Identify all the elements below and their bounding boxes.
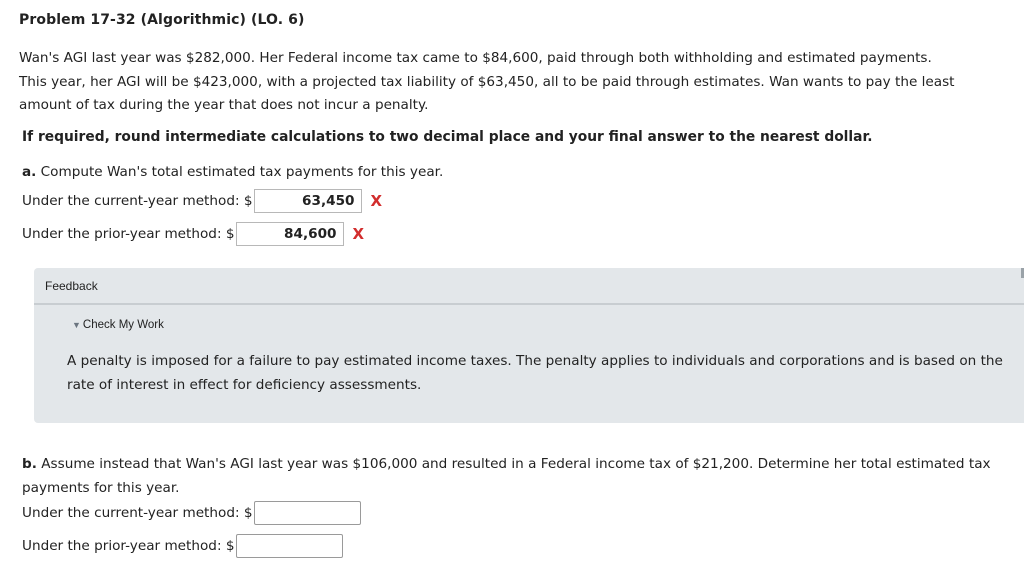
feedback-panel <box>34 268 1024 423</box>
feedback-text: A penalty is imposed for a failure to pay estimated income taxes. The penalty applies to individuals and corporations and is based on the rate of interest in effect for deficiency assessments. <box>67 353 1003 393</box>
part-b-current-year-row <box>22 501 361 525</box>
part-a-current-year-input[interactable]: 63,450 <box>254 189 362 213</box>
part-a-prior-year-input[interactable]: 84,600 <box>236 222 344 246</box>
problem-title: Problem 17-32 (Algorithmic) (LO. 6) <box>19 12 305 28</box>
problem-statement <box>19 47 1009 118</box>
rounding-instruction: If required, round intermediate calculations to two decimal place and your final answer to the nearest dollar. <box>22 129 873 145</box>
incorrect-x-icon: X <box>370 192 383 210</box>
part-a-prior-year-row <box>22 222 364 246</box>
part-b-prior-year-input[interactable] <box>236 534 343 558</box>
part-a-prior-year-label: Under the prior-year method: $ <box>22 226 235 242</box>
check-my-work-toggle[interactable] <box>72 319 164 331</box>
part-a-prompt <box>22 164 443 180</box>
check-my-work-label: Check My Work <box>82 319 164 331</box>
problem-text-line-2: This year, her AGI will be $423,000, with a projected tax liability of $63,450, all to be paid through estimates. Wan wants to pay the least <box>19 73 955 90</box>
part-a-current-year-row <box>22 189 382 213</box>
collapse-triangle-icon: ▼ <box>72 320 81 330</box>
part-b-current-year-label: Under the current-year method: $ <box>22 505 253 521</box>
part-b-current-year-input[interactable] <box>254 501 361 525</box>
part-b-text: Assume instead that Wan's AGI last year was $106,000 and resulted in a Federal income tax of $21,200. Determine her total estimated tax payments for this year. <box>22 456 991 496</box>
problem-text-line-1: Wan's AGI last year was $282,000. Her Federal income tax came to $84,600, paid through both withholding and estimated payments. <box>19 50 932 66</box>
part-a-current-year-label: Under the current-year method: $ <box>22 193 253 209</box>
feedback-title: Feedback <box>45 279 98 293</box>
incorrect-x-icon: X <box>352 225 365 243</box>
feedback-divider <box>34 303 1024 305</box>
part-b-prior-year-label: Under the prior-year method: $ <box>22 538 235 554</box>
part-a-label: a. <box>22 164 37 180</box>
part-b-label: b. <box>22 456 37 472</box>
problem-text-line-3: amount of tax during the year that does not incur a penalty. <box>19 97 429 113</box>
part-b-prior-year-row <box>22 534 343 558</box>
part-a-text: Compute Wan's total estimated tax payments for this year. <box>40 164 444 180</box>
part-b-prompt <box>22 453 1012 500</box>
